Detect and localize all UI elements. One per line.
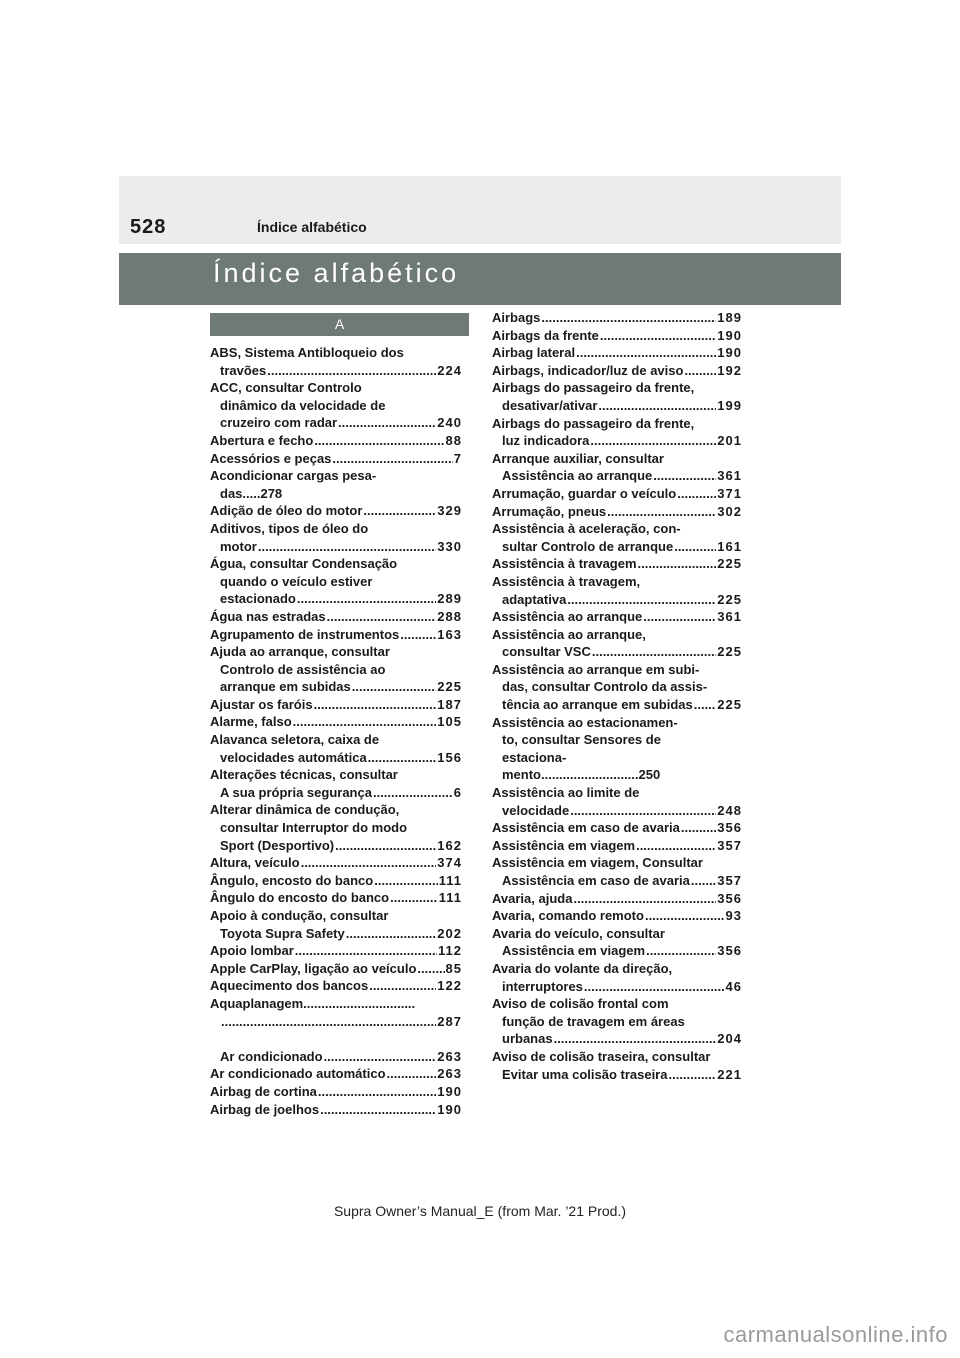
index-entry — [492, 960, 742, 995]
index-entry-page: 187 — [437, 696, 462, 712]
index-entry-page: 371 — [717, 485, 742, 501]
index-entry-text: Assistência à travagem, — [492, 573, 641, 589]
index-entry-text: travões — [220, 362, 267, 378]
index-entry-text: Assistência em caso de avaria — [492, 820, 680, 836]
index-entry-text: Assistência ao arranque — [502, 468, 653, 484]
index-entry — [492, 608, 742, 626]
index-entry — [492, 661, 742, 714]
index-entry — [492, 925, 742, 960]
index-entry-text: das, consultar Controlo da assis- — [502, 679, 708, 695]
dot-leader — [318, 1083, 436, 1101]
dot-leader — [387, 1065, 437, 1083]
index-entry-page: 112 — [438, 943, 462, 959]
index-entry-page: 199 — [717, 397, 742, 413]
section-letter-bar: A — [210, 313, 469, 336]
index-entry — [210, 432, 462, 450]
index-entry — [210, 766, 462, 801]
index-entry-text: velocidade — [502, 802, 570, 818]
index-entry-text: Arrumação, guardar o veículo — [492, 485, 677, 501]
index-entry-text: Água, consultar Condensação — [210, 556, 398, 572]
index-entry-text: Assistência ao arranque — [492, 609, 643, 625]
index-entry-text: cruzeiro com radar — [220, 415, 338, 431]
index-entry — [492, 344, 742, 362]
index-entry — [210, 1030, 462, 1065]
index-entry-text: tência ao arranque em subidas — [502, 697, 693, 713]
index-entry-page: 122 — [437, 978, 462, 994]
index-entry-text: interruptores — [502, 978, 583, 994]
index-entry — [210, 1083, 462, 1101]
index-entry-text: Ar condicionado automático — [210, 1066, 386, 1082]
dot-leader — [338, 414, 436, 432]
index-entry-page: 356 — [717, 943, 742, 959]
watermark: carmanualsonline.info — [723, 1322, 948, 1347]
dot-leader — [554, 1030, 717, 1048]
index-entry-text: Alarme, falso — [210, 714, 292, 730]
index-entry — [492, 995, 742, 1048]
index-entry-text: Alavanca seletora, caixa de — [210, 732, 380, 748]
dot-leader — [314, 696, 437, 714]
index-entry-text: Aditivos, tipos de óleo do — [210, 520, 369, 536]
dot-leader — [221, 1013, 436, 1031]
index-entry-page: 263 — [437, 1048, 462, 1064]
index-entry-page: 190 — [717, 345, 742, 361]
header-bar — [119, 176, 841, 244]
index-entry — [210, 731, 462, 766]
dot-leader — [390, 889, 438, 907]
index-entry — [210, 502, 462, 520]
index-entry — [210, 907, 462, 942]
index-entry-text: urbanas — [502, 1031, 553, 1047]
index-entry-text: A sua própria segurança — [220, 784, 372, 800]
index-entry-page: 85 — [445, 960, 462, 976]
index-entry-page: 225 — [437, 679, 462, 695]
index-entry — [492, 503, 742, 521]
index-column-right — [492, 309, 742, 1083]
index-entry — [210, 450, 462, 468]
index-entry-text: Alterações técnicas, consultar — [210, 767, 398, 783]
index-entry — [492, 837, 742, 855]
index-entry-text: estaciona- — [502, 749, 567, 765]
index-entry — [492, 573, 742, 608]
index-entry-text: Alterar dinâmica de condução, — [210, 802, 400, 818]
index-entry-page: 248 — [717, 802, 742, 818]
index-entry — [210, 713, 462, 731]
dot-leader — [541, 309, 716, 327]
index-entry-text: Aquecimento dos bancos — [210, 978, 369, 994]
index-entry-text: Toyota Supra Safety — [220, 925, 345, 941]
index-entry-text: Aviso de colisão traseira, consultar — [492, 1048, 711, 1064]
index-entry-page: 289 — [437, 591, 462, 607]
index-entry — [210, 1101, 462, 1119]
index-entry-text: Assistência em caso de avaria — [502, 873, 690, 888]
dot-leader — [335, 837, 436, 855]
dot-leader — [297, 590, 436, 608]
index-entry-text: Abertura e fecho — [210, 432, 314, 448]
dot-leader — [346, 925, 437, 943]
index-entry-text: Ajuda ao arranque, consultar — [210, 644, 390, 660]
index-entry — [210, 555, 462, 608]
index-entry-text: Assistência em viagem — [502, 943, 646, 959]
index-entry — [210, 960, 462, 978]
index-entry-page: 288 — [437, 608, 462, 624]
index-entry — [492, 626, 742, 661]
index-entry-page: 225 — [717, 697, 742, 713]
index-entry-page: 190 — [437, 1101, 462, 1117]
dot-leader — [570, 802, 716, 820]
index-entry-text: mento...........................250 — [502, 767, 661, 783]
index-entry-text: ACC, consultar Controlo — [210, 380, 362, 396]
index-entry-text: Avaria do veículo, consultar — [492, 925, 665, 941]
index-entry-text: Aquaplanagem............................... — [210, 995, 416, 1011]
index-entry — [210, 608, 462, 626]
index-entry-page: 204 — [717, 1031, 742, 1047]
index-entry-text: consultar VSC — [502, 644, 591, 660]
index-entry-text: Adição de óleo do motor — [210, 503, 363, 519]
index-entry — [492, 450, 742, 485]
index-entry-page: 225 — [717, 644, 742, 660]
index-entry-text: Airbag de joelhos — [210, 1101, 320, 1117]
index-entry — [210, 854, 462, 872]
index-entry — [492, 784, 742, 819]
index-entry-page: 202 — [437, 925, 462, 941]
dot-leader — [373, 784, 453, 802]
index-entry-text: Airbag de cortina — [210, 1083, 317, 1099]
index-entry — [210, 643, 462, 696]
dot-leader — [691, 872, 716, 890]
index-entry-page: 192 — [717, 362, 742, 378]
index-entry — [210, 995, 462, 1030]
index-entry-page: 221 — [717, 1066, 742, 1082]
index-entry-page: 190 — [717, 327, 742, 343]
index-entry — [210, 872, 462, 890]
index-entry-page: 190 — [437, 1083, 462, 1099]
dot-leader — [674, 538, 716, 556]
index-entry-text: função de travagem em áreas — [502, 1013, 685, 1029]
dot-leader — [573, 890, 716, 908]
index-entry-text: Altura, veículo — [210, 855, 300, 871]
dot-leader — [592, 643, 716, 661]
dot-leader — [646, 942, 716, 960]
index-column-left — [210, 344, 462, 1118]
index-entry-text: Assistência em viagem — [492, 837, 636, 853]
index-entry-text: Água nas estradas — [210, 608, 326, 624]
index-entry-page: 162 — [437, 837, 462, 853]
index-entry-text: Evitar uma colisão traseira — [502, 1066, 668, 1082]
index-entry-page: 357 — [717, 837, 742, 853]
index-entry — [492, 379, 742, 414]
dot-leader — [363, 502, 436, 520]
index-entry-text: consultar Interruptor do modo — [220, 820, 408, 836]
index-entry — [492, 415, 742, 450]
index-entry-text: Airbags do passageiro da frente, — [492, 380, 695, 396]
index-entry-text — [210, 1030, 462, 1048]
index-entry-text: Apoio lombar — [210, 943, 294, 959]
dot-leader — [598, 397, 716, 415]
index-entry-text: Assistência à travagem — [492, 556, 637, 572]
index-entry-text: to, consultar Sensores de — [502, 732, 661, 748]
index-entry-page: 105 — [437, 714, 462, 730]
index-entry-text: Avaria do volante da direção, — [492, 960, 673, 976]
dot-leader — [636, 837, 716, 855]
index-entry-page: 7 — [453, 450, 462, 466]
index-entry — [492, 555, 742, 573]
index-entry-text: Acessórios e peças — [210, 450, 332, 466]
index-entry-text: dinâmico da velocidade de — [220, 397, 386, 413]
index-entry — [492, 485, 742, 503]
page-title: Índice alfabético — [213, 258, 460, 288]
dot-leader — [293, 713, 437, 731]
dot-leader — [668, 1066, 716, 1084]
index-entry-page: 357 — [717, 873, 742, 888]
index-entry-text: adaptativa — [502, 591, 567, 607]
index-entry-page: 88 — [445, 432, 462, 448]
index-entry — [492, 309, 742, 327]
index-entry — [492, 520, 742, 555]
dot-leader — [368, 749, 437, 767]
index-entry — [210, 801, 462, 854]
index-entry-text: Airbag lateral — [492, 345, 576, 361]
index-entry-text: quando o veículo estiver — [220, 573, 373, 589]
index-entry-text: Assistência ao limite de — [492, 785, 640, 801]
index-entry-page: 263 — [437, 1066, 462, 1082]
page-number: 528 — [130, 216, 167, 238]
index-entry-text: Apoio à condução, consultar — [210, 908, 389, 923]
dot-leader — [567, 591, 716, 609]
index-entry — [210, 942, 462, 960]
index-entry-page: 189 — [717, 310, 742, 325]
index-entry-text: Assistência em viagem, Consultar — [492, 855, 703, 871]
dot-leader — [295, 942, 437, 960]
dot-leader — [653, 467, 716, 485]
index-entry-text: estacionado — [220, 591, 296, 607]
dot-leader — [267, 362, 436, 380]
dot-leader — [320, 1101, 436, 1119]
dot-leader — [369, 977, 436, 995]
index-entry-page: 225 — [717, 556, 742, 572]
index-entry-text: das.....278 — [220, 485, 283, 501]
index-entry-page: 163 — [437, 626, 462, 642]
index-entry — [492, 327, 742, 345]
index-entry — [492, 714, 742, 784]
index-entry-page: 225 — [717, 591, 742, 607]
index-entry-page: 330 — [437, 538, 462, 554]
index-entry-page: 156 — [437, 749, 462, 765]
index-entry — [210, 977, 462, 995]
index-entry-page: 224 — [437, 362, 462, 378]
index-entry-text: Ângulo, encosto do banco — [210, 872, 374, 888]
index-entry — [210, 344, 462, 379]
index-entry-text: Ar condicionado — [220, 1048, 323, 1064]
running-head: Índice alfabético — [257, 219, 367, 235]
index-entry-text: Avaria, comando remoto — [492, 908, 644, 924]
index-entry-text: luz indicadora — [502, 433, 590, 449]
index-entry-text: Airbags da frente — [492, 327, 599, 343]
index-entry — [210, 1065, 462, 1083]
index-entry-page: 361 — [717, 468, 742, 484]
index-entry — [210, 520, 462, 555]
index-entry-text: sultar Controlo de arranque — [502, 538, 674, 554]
dot-leader — [327, 608, 437, 626]
index-entry — [492, 819, 742, 837]
dot-leader — [374, 872, 438, 890]
index-entry-text: Assistência ao estacionamen- — [492, 714, 678, 730]
dot-leader — [677, 485, 716, 503]
dot-leader — [301, 854, 437, 872]
index-entry-text: Assistência ao arranque, — [492, 626, 646, 642]
dot-leader — [645, 907, 725, 925]
index-entry-page: 111 — [438, 872, 462, 888]
index-entry — [492, 907, 742, 925]
dot-leader — [638, 555, 717, 573]
index-entry-text: desativar/ativar — [502, 397, 598, 413]
index-entry-page: 356 — [717, 820, 742, 836]
index-entry-page: 46 — [725, 978, 742, 994]
dot-leader — [324, 1048, 437, 1066]
index-entry-page: 111 — [438, 890, 462, 906]
index-entry-page: 329 — [437, 503, 462, 519]
dot-leader — [694, 696, 717, 714]
index-entry — [210, 379, 462, 432]
dot-leader — [584, 978, 725, 996]
index-entry — [210, 626, 462, 644]
index-entry-page: 161 — [717, 538, 742, 554]
dot-leader — [600, 327, 716, 345]
index-entry-text: Ângulo do encosto do banco — [210, 890, 390, 906]
index-entry — [210, 467, 462, 502]
index-entry-text: Airbags — [492, 310, 541, 325]
index-entry-page: 356 — [717, 890, 742, 906]
index-entry-text: Sport (Desportivo) — [220, 837, 335, 853]
index-entry-text: Ajustar os faróis — [210, 696, 313, 712]
index-entry-text: Apple CarPlay, ligação ao veículo — [210, 960, 417, 976]
dot-leader — [314, 432, 444, 450]
index-entry-text: Airbags, indicador/luz de aviso — [492, 362, 684, 378]
index-entry — [210, 696, 462, 714]
index-entry-text: Controlo de assistência ao — [220, 661, 386, 677]
index-entry-text: Arranque auxiliar, consultar — [492, 450, 664, 466]
index-entry — [492, 854, 742, 889]
index-entry-page: 287 — [437, 1013, 462, 1029]
index-entry-text: Assistência ao arranque em subi- — [492, 661, 700, 677]
dot-leader — [607, 503, 716, 521]
dot-leader — [576, 344, 716, 362]
index-entry-text: Aviso de colisão frontal com — [492, 996, 669, 1012]
index-entry — [210, 889, 462, 907]
index-entry-page: 302 — [717, 503, 742, 519]
index-entry-text: Avaria, ajuda — [492, 890, 573, 906]
index-entry-text: ABS, Sistema Antibloqueio dos — [210, 345, 404, 360]
index-entry-text: Assistência à aceleração, con- — [492, 521, 681, 537]
index-entry-page: 6 — [453, 784, 462, 800]
index-entry-text: Airbags do passageiro da frente, — [492, 415, 695, 431]
index-entry-page: 374 — [437, 855, 462, 871]
index-entry-text: Agrupamento de instrumentos — [210, 626, 400, 642]
index-entry-text: arranque em subidas — [220, 679, 351, 695]
dot-leader — [332, 450, 452, 468]
index-entry-page: 361 — [717, 609, 742, 625]
index-entry-page: 201 — [717, 433, 742, 449]
dot-leader — [400, 626, 436, 644]
index-entry — [492, 362, 742, 380]
index-entry-text: Arrumação, pneus — [492, 503, 607, 519]
index-entry-text: Acondicionar cargas pesa- — [210, 468, 377, 484]
dot-leader — [258, 538, 436, 556]
index-entry-text: velocidades automática — [220, 749, 367, 765]
dot-leader — [590, 432, 716, 450]
dot-leader — [681, 819, 716, 837]
index-entry-text: motor — [220, 538, 257, 554]
dot-leader — [684, 362, 716, 380]
footer-text: Supra Owner’s Manual_E (from Mar. ’21 Prod.) — [333, 1203, 627, 1219]
index-entry — [492, 1048, 742, 1083]
index-entry — [492, 890, 742, 908]
dot-leader — [352, 678, 437, 696]
dot-leader — [643, 608, 716, 626]
index-entry-page: 240 — [437, 415, 462, 431]
index-entry-page: 93 — [725, 908, 742, 924]
dot-leader — [417, 960, 444, 978]
